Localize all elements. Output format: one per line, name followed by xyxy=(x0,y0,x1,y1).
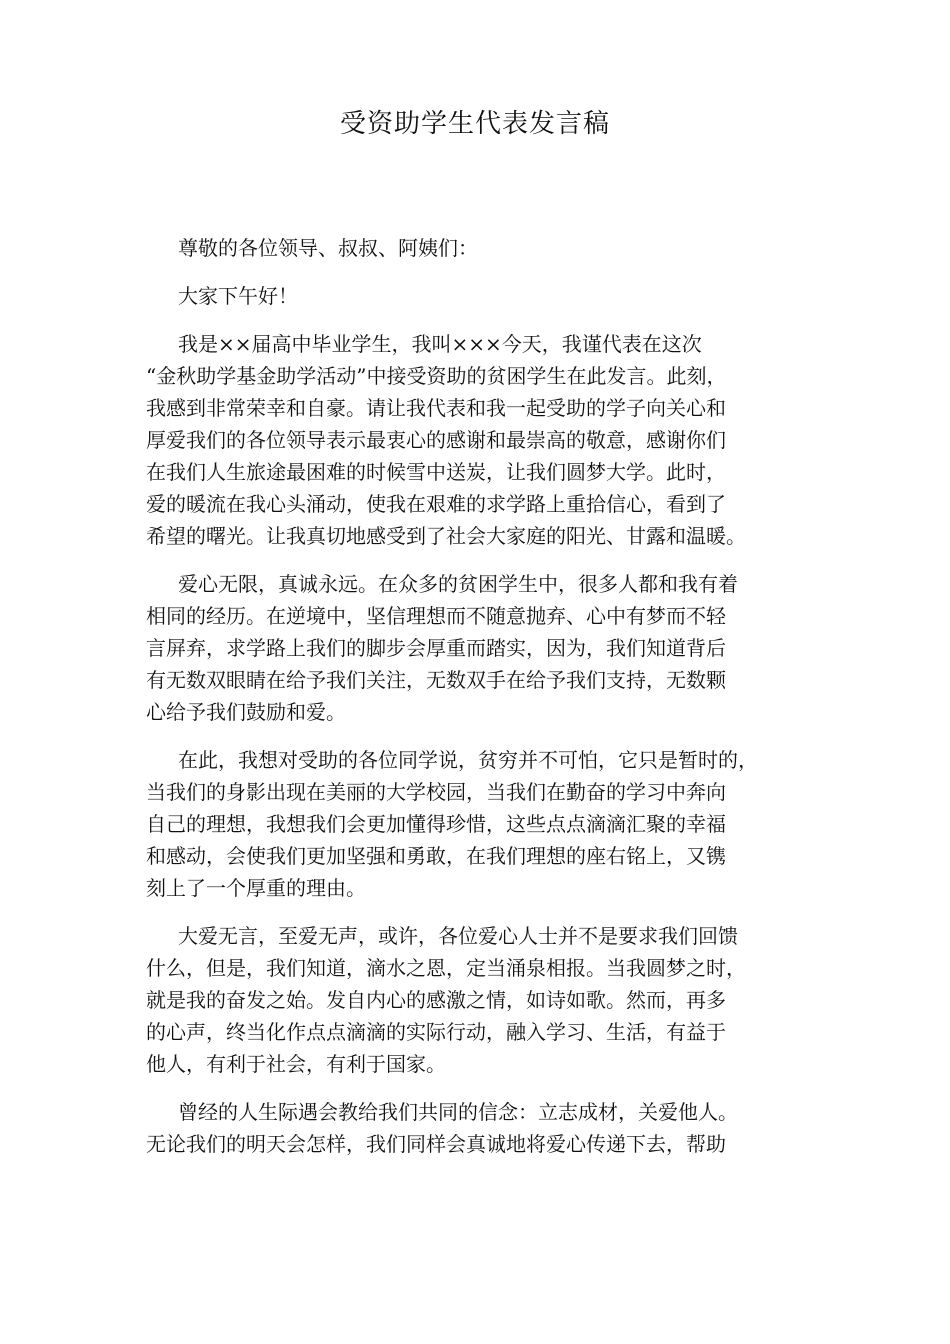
paragraph-greeting xyxy=(146,280,826,312)
paragraph-line: 我感到非常荣幸和自豪。请让我代表和我一起受助的学子向关心和 xyxy=(146,396,726,420)
paragraph-line: 在我们人生旅途最困难的时候雪中送炭，让我们圆梦大学。此时， xyxy=(146,460,726,484)
paragraph-line: 尊敬的各位领导、叔叔、阿姨们： xyxy=(178,236,478,260)
paragraph-line: 他人，有利于社会，有利于国家。 xyxy=(146,1052,446,1076)
paragraph-introduction xyxy=(146,328,826,552)
paragraph-gratitude xyxy=(146,920,826,1080)
paragraph-line: 和感动，会使我们更加坚强和勇敢，在我们理想的座右铭上，又镌 xyxy=(146,844,726,868)
paragraph-line: 言屏弃，求学路上我们的脚步会厚重而踏实，因为，我们知道背后 xyxy=(146,636,726,660)
paragraph-line: 爱心无限，真诚永远。在众多的贫困学生中，很多人都和我有着 xyxy=(178,572,738,596)
paragraph-line: 自己的理想，我想我们会更加懂得珍惜，这些点点滴滴汇聚的幸福 xyxy=(146,812,726,836)
paragraph-line: 希望的曙光。让我真切地感受到了社会大家庭的阳光、甘露和温暖。 xyxy=(146,524,746,548)
paragraph-salutation xyxy=(146,232,826,264)
paragraph-line: 厚爱我们的各位领导表示最衷心的感谢和最崇高的敬意，感谢你们 xyxy=(146,428,726,452)
paragraph-line: 就是我的奋发之始。发自内心的感激之情，如诗如歌。然而，再多 xyxy=(146,988,726,1012)
paragraph-line: 大爱无言，至爱无声，或许，各位爱心人士并不是要求我们回馈 xyxy=(178,924,738,948)
paragraph-line: 爱的暖流在我心头涌动，使我在艰难的求学路上重拾信心，看到了 xyxy=(146,492,726,516)
paragraph-line: 刻上了一个厚重的理由。 xyxy=(146,876,366,900)
paragraph-line: 我是××届高中毕业学生，我叫×××今天，我谨代表在这次 xyxy=(178,332,702,356)
paragraph-line: 的心声，终当化作点点滴滴的实际行动，融入学习、生活，有益于 xyxy=(146,1020,726,1044)
paragraph-line: 大家下午好！ xyxy=(178,284,298,308)
paragraph-shared-belief xyxy=(146,1096,826,1160)
paragraph-line: 心给予我们鼓励和爱。 xyxy=(146,700,346,724)
paragraph-line: 曾经的人生际遇会教给我们共同的信念：立志成材，关爱他人。 xyxy=(178,1100,738,1124)
document-title: 受资助学生代表发言稿 xyxy=(339,109,610,139)
paragraph-love-unlimited xyxy=(146,568,826,728)
paragraph-line: “金秋助学基金助学活动”中接受资助的贫困学生在此发言。此刻， xyxy=(146,364,727,388)
paragraph-line: 无论我们的明天会怎样，我们同样会真诚地将爱心传递下去，帮助 xyxy=(146,1132,726,1156)
paragraph-line: 相同的经历。在逆境中，坚信理想而不随意抛弃、心中有梦而不轻 xyxy=(146,604,726,628)
document-body xyxy=(146,232,826,1176)
paragraph-message-to-students xyxy=(146,744,826,904)
paragraph-line: 有无数双眼睛在给予我们关注，无数双手在给予我们支持，无数颗 xyxy=(146,668,726,692)
paragraph-line: 什么，但是，我们知道，滴水之恩，定当涌泉相报。当我圆梦之时， xyxy=(146,956,746,980)
paragraph-line: 当我们的身影出现在美丽的大学校园，当我们在勤奋的学习中奔向 xyxy=(146,780,726,804)
paragraph-line: 在此，我想对受助的各位同学说，贫穷并不可怕，它只是暂时的， xyxy=(178,748,758,772)
